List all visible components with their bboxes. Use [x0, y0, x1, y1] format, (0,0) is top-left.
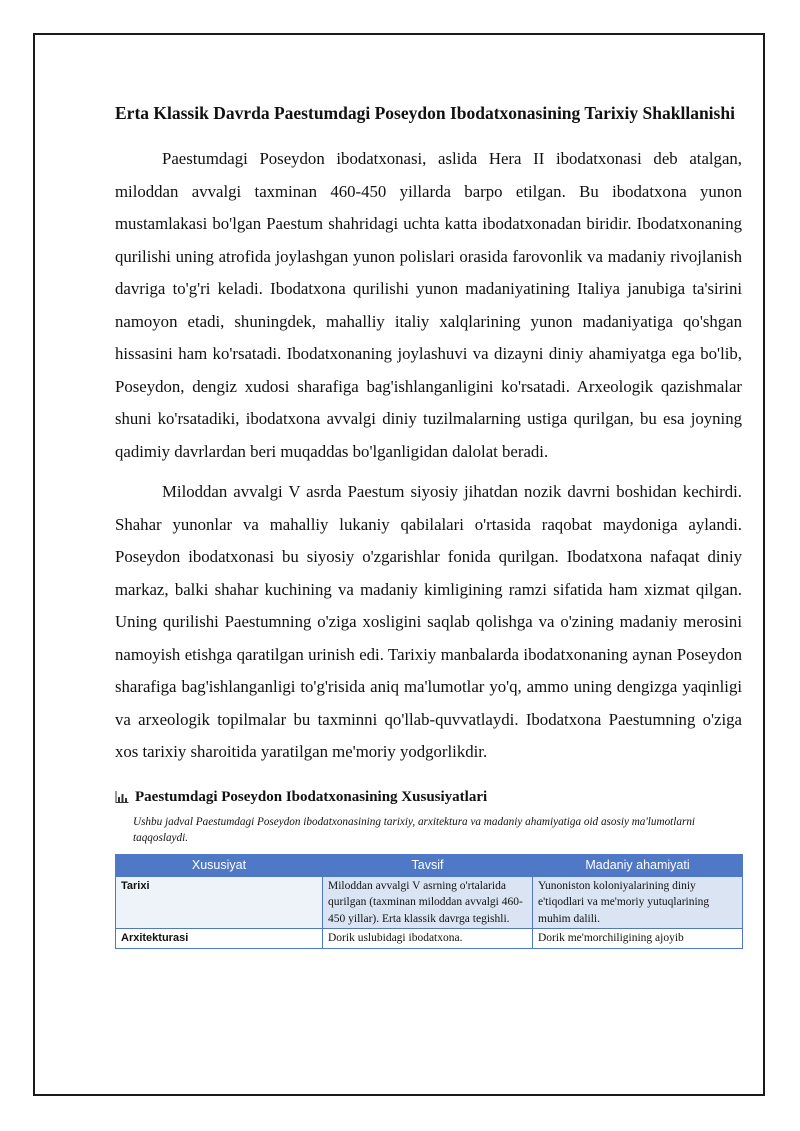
document-body — [115, 100, 742, 949]
bar-chart-icon — [115, 791, 129, 803]
column-header-significance: Madaniy ahamiyati — [533, 854, 743, 876]
table-heading — [115, 789, 742, 806]
column-header-description: Tavsif — [323, 854, 533, 876]
paragraph-2: Miloddan avvalgi V asrda Paestum siyosiy jihatdan nozik davrni boshidan kechirdi. Shahar yunonlar va mahalliy lukaniy qabilalari o'rtasida raqobat maydoniga aylandi. Poseydon ibodatxonasi bu siyosiy o'zgarishlar fonida qurilgan. Ibodatxona nafaqat diniy markaz, balki shahar kuchining va madaniy kimligining ramzi sifatida ham xizmat qilgan. Uning qurilishi Paestumning o'ziga xosligini saqlab qolishga va o'zining madaniy merosini namoyish etishga qaratilgan urinish edi. Tarixiy manbalarda ibodatxonaning aynan Poseydon sharafiga bag'ishlanganligi to'g'risida aniq ma'lumotlar yo'q, ammo uning dengizga yaqinligi va arxeologik topilmalar bu taxminni qo'llab-quvvatlaydi. Ibodatxona Paestumning o'ziga xos tarixiy sharoitida yaratilgan me'moriy yodgorlikdir. — [115, 482, 742, 761]
cell-description: Miloddan avvalgi V asrning o'rtalarida qurilgan (taxminan miloddan avvalgi 460-450 yillar). Erta klassik davrga tegishli. — [323, 876, 533, 929]
document-title: Erta Klassik Davrda Paestumdagi Poseydon Ibodatxonasining Tarixiy Shakllanishi — [115, 103, 735, 123]
cell-significance: Dorik me'morchiligining ajoyib — [533, 929, 743, 949]
table-row — [116, 876, 743, 929]
paragraph-1: Paestumdagi Poseydon ibodatxonasi, aslida Hera II ibodatxonasi deb atalgan, miloddan avvalgi taxminan 460-450 yillarda barpo etilgan. Bu ibodatxona yunon mustamlakasi bo'lgan Paestum shahridagi uchta katta ibodatxonadan biridir. Ibodatxonaning qurilishi uning atrofida joylashgan yunon polislari orasida farovonlik va madaniy rivojlanish davriga to'g'ri keladi. Ibodatxona qurilishi yunon madaniyatining Italiya janubiga ta'sirini namoyon etadi, shuningdek, mahalliy italiy xalqlarining yunon madaniyatiga qo'shgan hissasini ham ko'rsatadi. Ibodatxonaning joylashuvi va dizayni diniy ahamiyatga ega bo'lib, Poseydon, dengiz xudosi sharafiga bag'ishlanganligini ko'rsatadi. Arxeologik qazishmalar shuni ko'rsatadiki, ibodatxona avvalgi diniy tuzilmalarning ustiga qurilgan, bu esa joyning qadimiy davrlardan beri muqaddas bo'lganligidan dalolat beradi. — [115, 149, 742, 461]
cell-feature: Tarixi — [116, 876, 323, 929]
table-row — [116, 929, 743, 949]
table-heading-text: Paestumdagi Poseydon Ibodatxonasining Xususiyatlari — [135, 788, 488, 805]
table-caption: Ushbu jadval Paestumdagi Poseydon ibodatxonasining tarixiy, arxitektura va madaniy ahamiyatiga oid asosiy ma'lumotlarni taqqoslaydi. — [133, 815, 696, 844]
features-table — [115, 854, 743, 949]
column-header-feature: Xususiyat — [116, 854, 323, 876]
cell-significance: Yunoniston koloniyalarining diniy e'tiqodlari va me'moriy yutuqlarining muhim dalili. — [533, 876, 743, 929]
cell-feature: Arxitekturasi — [116, 929, 323, 949]
cell-description: Dorik uslubidagi ibodatxona. — [323, 929, 533, 949]
table-header-row — [116, 854, 743, 876]
